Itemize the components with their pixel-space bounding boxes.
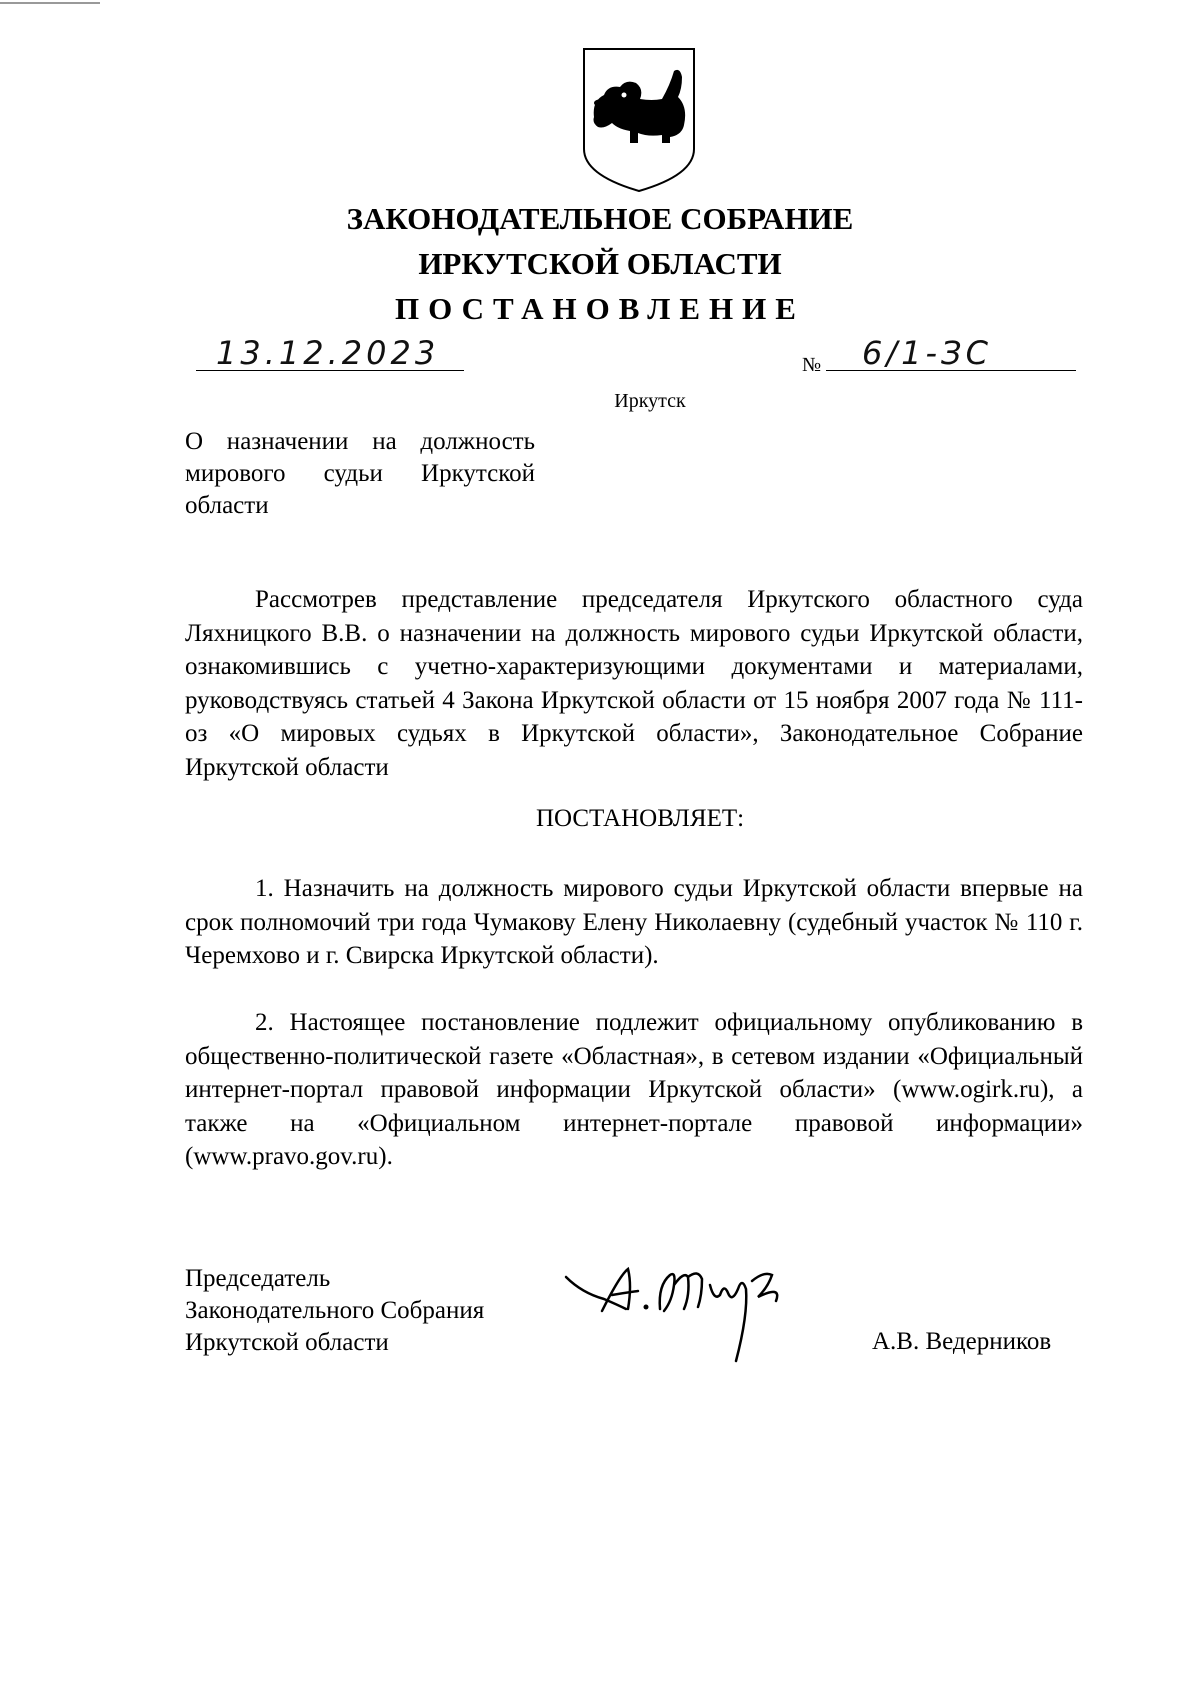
scan-corner-line bbox=[0, 2, 100, 4]
org-name-line2: ИРКУТСКОЙ ОБЛАСТИ bbox=[418, 246, 782, 281]
document-number: 6/1-ЗС bbox=[862, 334, 992, 372]
handwritten-signature-icon bbox=[562, 1265, 822, 1385]
signatory-name: А.В. Ведерников bbox=[872, 1328, 1052, 1355]
date-underline bbox=[196, 370, 464, 371]
document-date: 13.12.2023 bbox=[216, 334, 440, 372]
coat-of-arms-icon bbox=[578, 45, 700, 195]
number-underline bbox=[826, 370, 1076, 371]
signatory-title-line2: Законодательного Собрания bbox=[185, 1297, 485, 1324]
signatory-title bbox=[185, 1263, 484, 1359]
org-name-line1: ЗАКОНОДАТЕЛЬНОЕ СОБРАНИЕ bbox=[346, 201, 854, 236]
item-1-paragraph: 1. Назначить на должность мирового судьи Иркутской области впервые на срок полномочий три года Чумакову Елену Николаевну (судебный участок № 110 г. Черемхово и г. Свирска Иркутской области). bbox=[185, 875, 1083, 969]
resolves-heading: ПОСТАНОВЛЯЕТ: bbox=[535, 805, 745, 832]
signatory-title-line3: Иркутской области bbox=[185, 1329, 389, 1356]
document-city: Иркутск bbox=[614, 390, 686, 412]
item-2-paragraph: 2. Настоящее постановление подлежит официальному опубликованию в общественно-политической газете «Областная», в сетевом издании «Официальный интернет-портал правовой информации Иркутской области» (www.ogirk.ru), а также на «Официальном интернет-портале правовой информации» (www.pravo.gov.ru). bbox=[185, 1009, 1083, 1170]
signatory-title-line1: Председатель bbox=[185, 1265, 331, 1292]
number-label: № bbox=[802, 354, 822, 376]
document-type: ПОСТАНОВЛЕНИЕ bbox=[395, 291, 805, 326]
preamble-paragraph: Рассмотрев представление председателя Иркутского областного суда Ляхницкого В.В. о назначении на должность мирового судьи Иркутской области, ознакомившись с учетно-характеризующими документами и материалами, руководствуясь статьей 4 Закона Иркутской области от 15 ноября 2007 года № 111-оз «О мировых судьях в Иркутской области», Законодательное Собрание Иркутской области bbox=[185, 586, 1083, 781]
document-subject: О назначении на должность мирового судьи Иркутской области bbox=[185, 428, 535, 519]
